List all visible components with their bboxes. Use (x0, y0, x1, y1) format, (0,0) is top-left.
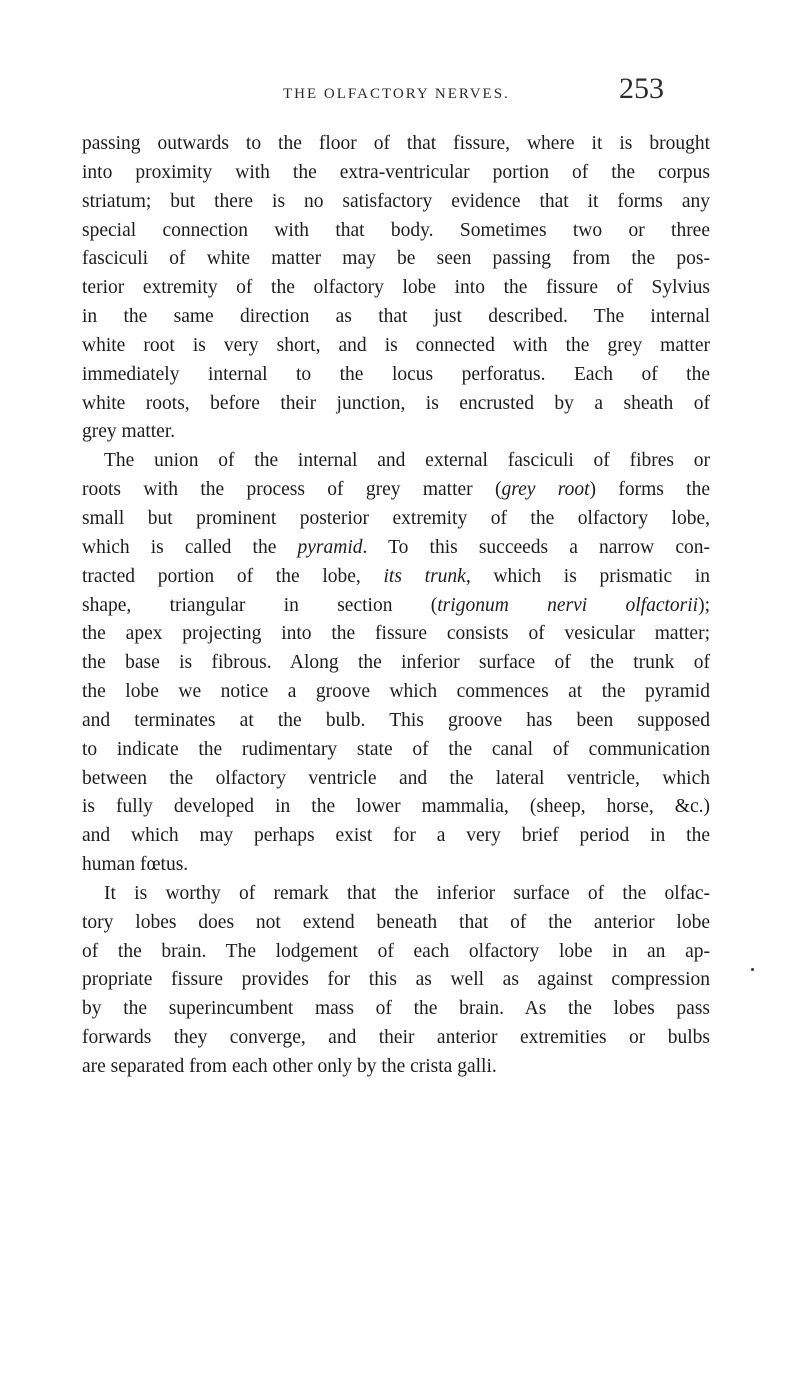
italic-term: its trunk (383, 565, 466, 587)
text-line: The union of the internal and external fasciculi of fibres or (104, 450, 710, 472)
body-text (82, 130, 710, 1082)
text-line: small but prominent posterior extremity of the olfactory lobe, (82, 507, 710, 529)
text-line: striatum; but there is no satisfactory evidence that it forms any (82, 190, 710, 212)
text-line: between the olfactory ventricle and the lateral ventricle, which (82, 767, 710, 789)
text-line: and terminates at the bulb. This groove has been supposed (82, 709, 710, 731)
text-line: passing outwards to the floor of that fissure, where it is brought (82, 133, 710, 154)
italic-term: grey root (501, 479, 590, 501)
text-line: forwards they converge, and their anterior extremities or bulbs (82, 1027, 710, 1049)
text-line: grey matter. (82, 421, 176, 443)
paragraph-3 (82, 880, 710, 1082)
text-line: to indicate the rudimentary state of the canal of communication (82, 738, 710, 760)
text-line: terior extremity of the olfactory lobe into the fissure of Sylvius (82, 277, 710, 299)
text-line: propriate fissure provides for this as well as against compression (82, 969, 710, 991)
text-line: shape, triangular in section (trigonum nervi olfactorii); (82, 594, 710, 616)
paragraph-1 (82, 130, 710, 447)
page-number: 253 (619, 72, 664, 105)
text-line: is fully developed in the lower mammalia, (sheep, horse, &c.) (82, 796, 710, 818)
text-line: white roots, before their junction, is encrusted by a sheath of (82, 392, 710, 414)
text-line: and which may perhaps exist for a very brief period in the (82, 825, 710, 847)
text-line: by the superincumbent mass of the brain. As the lobes pass (82, 998, 710, 1020)
text-line: into proximity with the extra-ventricular portion of the corpus (82, 161, 710, 183)
text-line: the apex projecting into the fissure consists of vesicular matter; (82, 623, 710, 645)
running-head: THE OLFACTORY NERVES. (283, 86, 510, 102)
text-line: the base is fibrous. Along the inferior surface of the trunk of (82, 652, 710, 674)
text-line: in the same direction as that just described. The internal (82, 306, 710, 328)
text-line: roots with the process of grey matter (grey root) forms the (82, 479, 711, 501)
stray-ink-dot (751, 968, 754, 971)
text-line: It is worthy of remark that the inferior surface of the olfac- (104, 882, 710, 904)
text-line: white root is very short, and is connected with the grey matter (82, 334, 710, 356)
text-line: tracted portion of the lobe, its trunk, which is prismatic in (82, 565, 710, 587)
text-line: human fœtus. (82, 854, 189, 876)
italic-term: pyramid (297, 536, 363, 558)
italic-term: trigonum nervi olfactorii (437, 594, 699, 616)
text-line: the lobe we notice a groove which commences at the pyramid (82, 681, 710, 703)
text-line: are separated from each other only by the crista galli. (82, 1056, 497, 1077)
text-line: which is called the pyramid. To this succeeds a narrow con- (82, 536, 710, 558)
text-line: tory lobes does not extend beneath that of the anterior lobe (82, 911, 710, 933)
text-line: special connection with that body. Sometimes two or three (82, 219, 710, 241)
text-line: fasciculi of white matter may be seen passing from the pos- (82, 248, 710, 270)
paragraph-2 (82, 447, 710, 880)
text-line: immediately internal to the locus perforatus. Each of the (82, 363, 710, 385)
text-line: of the brain. The lodgement of each olfactory lobe in an ap- (82, 940, 710, 962)
